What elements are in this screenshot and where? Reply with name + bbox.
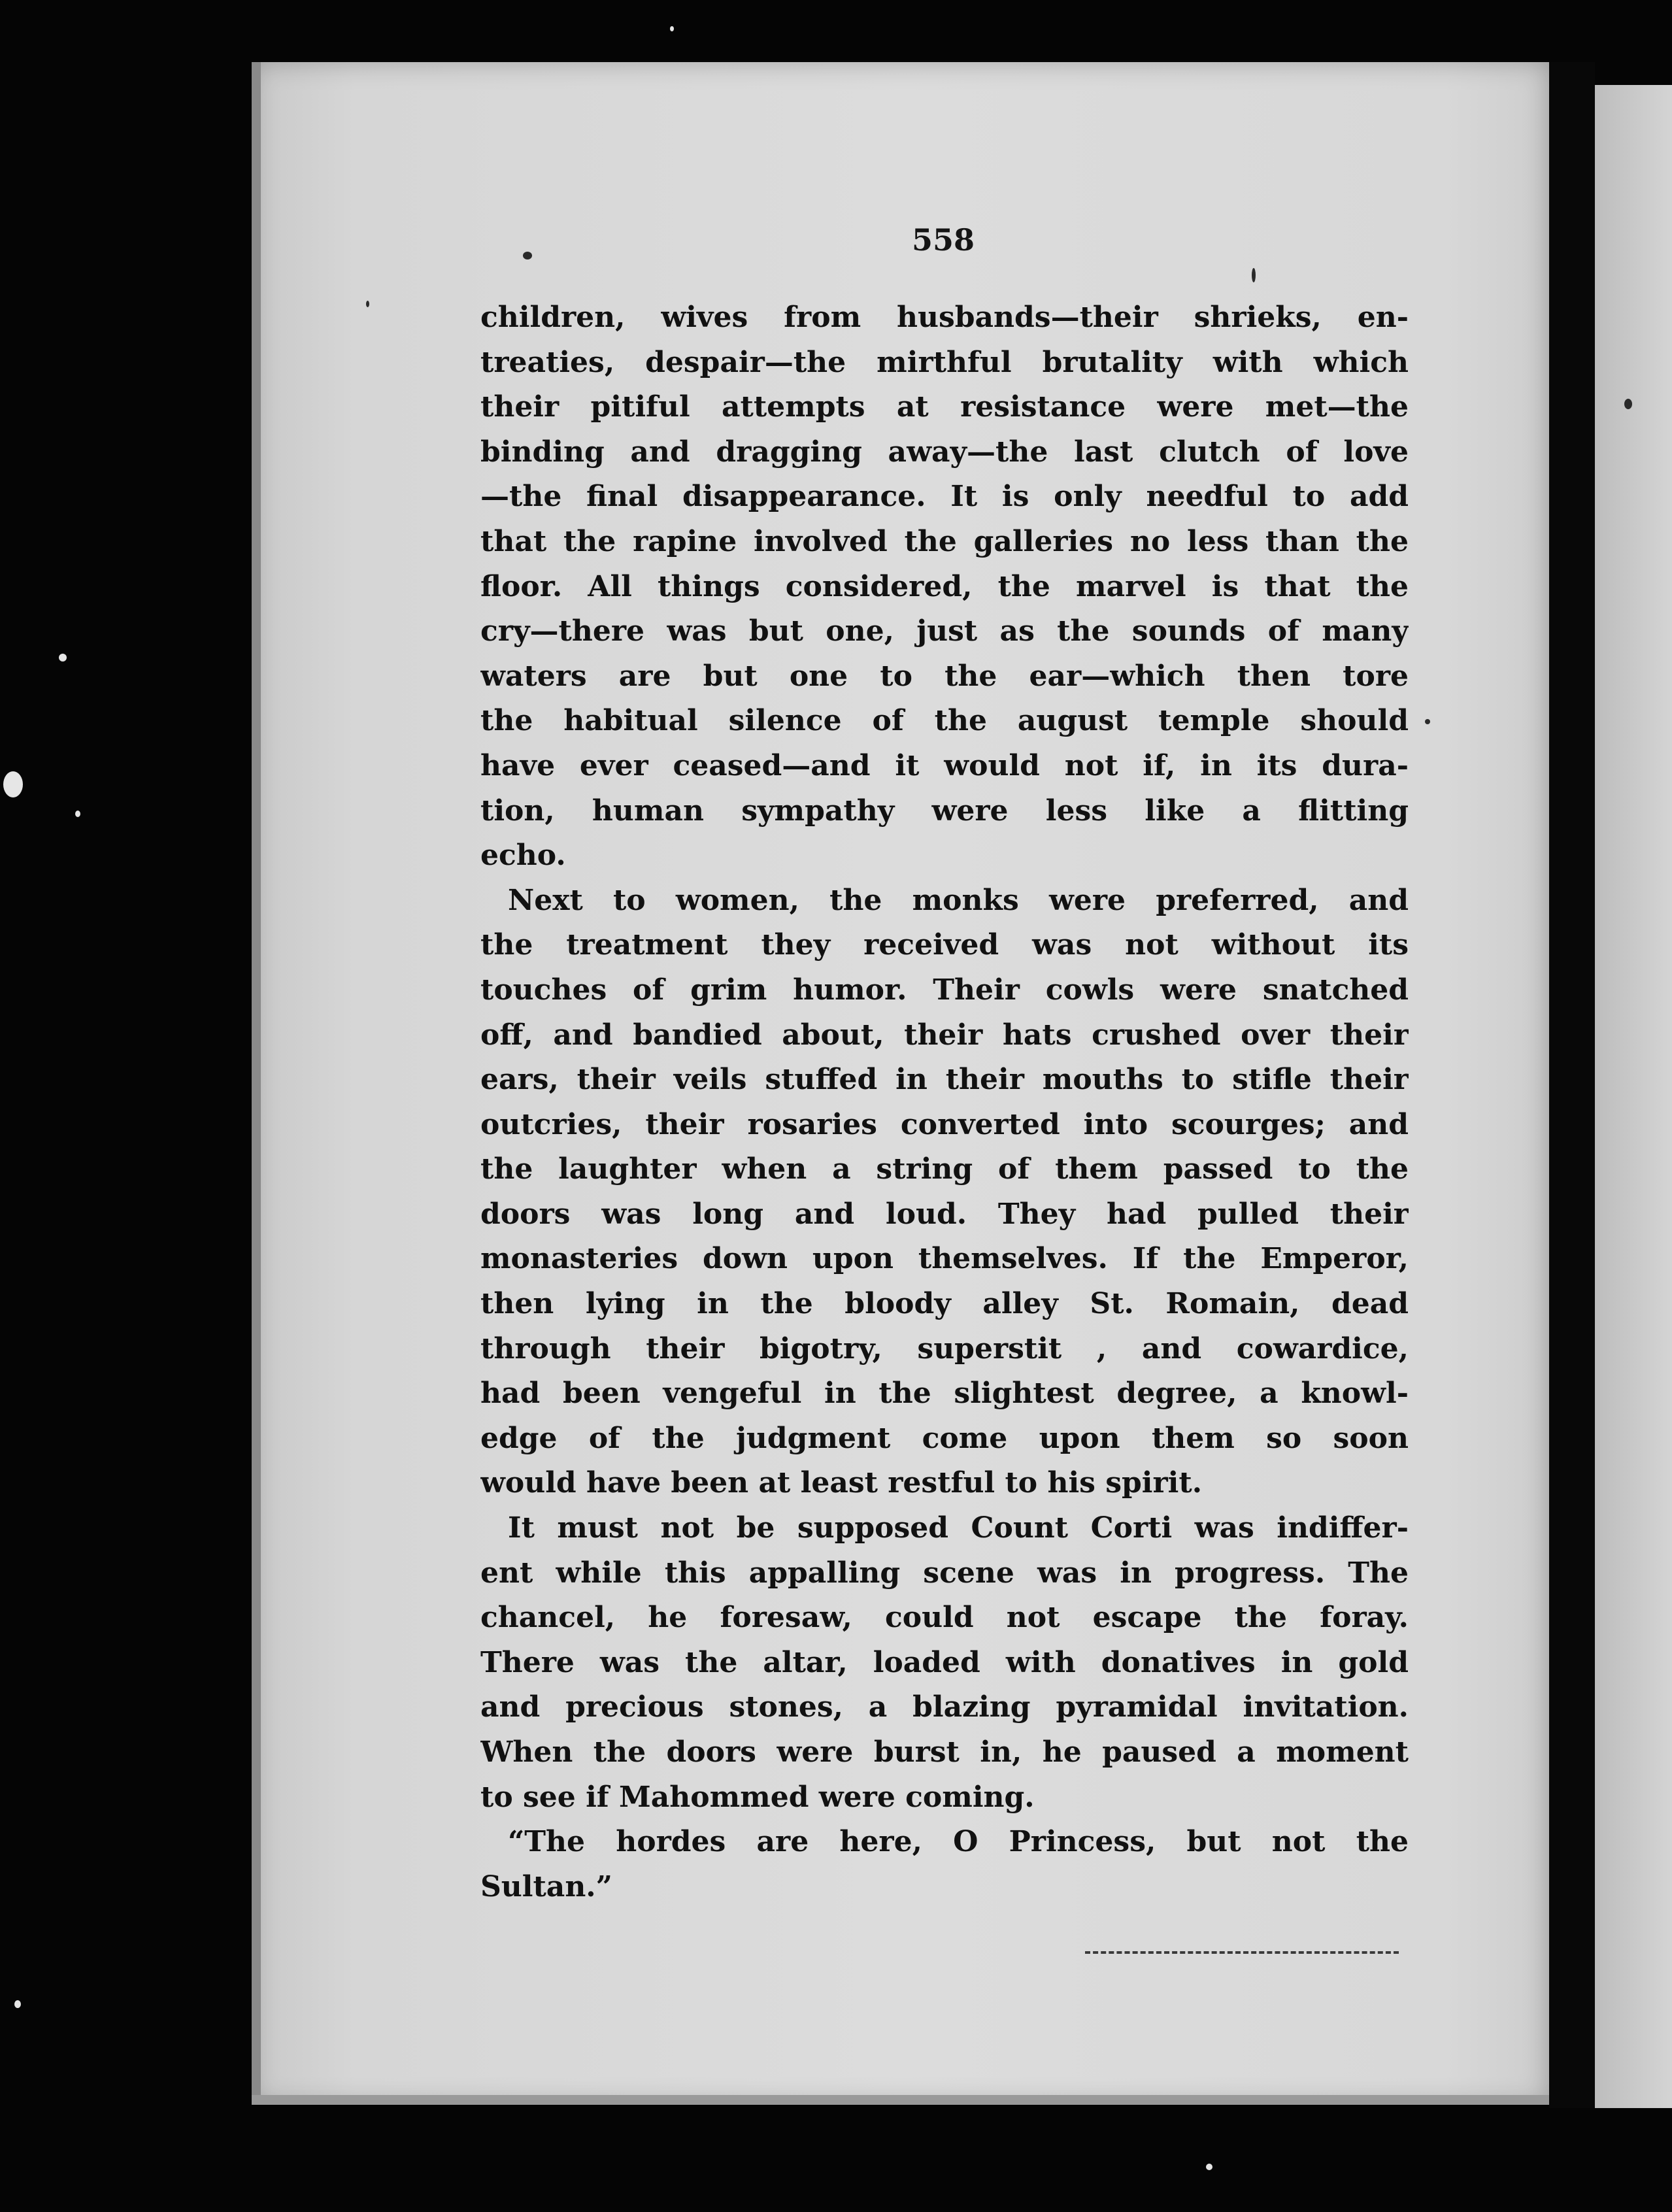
text-line: There was the altar, loaded with donatives in gold xyxy=(480,1645,1409,1679)
text-line: the habitual silence of the august temple should xyxy=(480,704,1409,738)
scan-speck xyxy=(366,301,369,307)
text-line: ent while this appalling scene was in progress. The xyxy=(480,1556,1409,1590)
page-left-edge xyxy=(252,62,261,2105)
text-line: the laughter when a string of them passed to the xyxy=(480,1152,1409,1186)
text-line: edge of the judgment come upon them so soon xyxy=(480,1421,1409,1455)
text-line: “The hordes are here, O Princess, but not the xyxy=(508,1825,1409,1859)
text-line: echo. xyxy=(480,839,566,873)
scan-speck xyxy=(1624,399,1632,409)
text-line: to see if Mahommed were coming. xyxy=(480,1780,1035,1814)
text-line: had been vengeful in the slightest degree, a knowl- xyxy=(480,1377,1409,1411)
text-line: cry—there was but one, just as the sounds of many xyxy=(480,614,1409,648)
scan-speck xyxy=(1252,268,1256,282)
text-line: When the doors were burst in, he paused a moment xyxy=(480,1735,1409,1769)
scan-speck xyxy=(1425,719,1430,724)
text-line: binding and dragging away—the last clutch of love xyxy=(480,435,1409,469)
page-gutter xyxy=(1549,62,1595,2108)
text-line: children, wives from husbands—their shrieks, en- xyxy=(480,301,1409,334)
text-line: Sultan.” xyxy=(480,1869,612,1903)
text-line: It must not be supposed Count Corti was indiffer- xyxy=(508,1511,1409,1545)
text-line: tion, human sympathy were less like a flitting xyxy=(480,794,1409,828)
scan-speck xyxy=(3,771,23,797)
text-line: chancel, he foresaw, could not escape the foray. xyxy=(480,1601,1409,1635)
text-line: ears, their veils stuffed in their mouths to stifle their xyxy=(480,1063,1409,1097)
scan-speck xyxy=(14,2000,21,2008)
text-line: would have been at least restful to his spirit. xyxy=(480,1466,1203,1500)
page-bottom-edge xyxy=(252,2095,1549,2105)
text-line: outcries, their rosaries converted into scourges; and xyxy=(480,1107,1409,1141)
text-line: waters are but one to the ear—which then tore xyxy=(480,659,1409,693)
text-line: touches of grim humor. Their cowls were snatched xyxy=(480,973,1409,1007)
scan-speck xyxy=(75,811,80,817)
text-line: treaties, despair—the mirthful brutality with which xyxy=(480,345,1409,379)
text-line: —the final disappearance. It is only needful to add xyxy=(480,480,1409,514)
text-line: monasteries down upon themselves. If the Emperor, xyxy=(480,1242,1409,1276)
scan-speck xyxy=(670,26,674,31)
text-line: their pitiful attempts at resistance were met—the xyxy=(480,390,1409,424)
text-line: then lying in the bloody alley St. Romain, dead xyxy=(480,1287,1409,1321)
text-line: and precious stones, a blazing pyramidal invitation. xyxy=(480,1690,1409,1724)
text-line: doors was long and loud. They had pulled their xyxy=(480,1197,1409,1231)
text-line: off, and bandied about, their hats crushed over their xyxy=(480,1018,1409,1052)
text-line: have ever ceased—and it would not if, in its dura- xyxy=(480,748,1409,782)
scan-speck xyxy=(59,654,67,662)
text-line: that the rapine involved the galleries no less than the xyxy=(480,524,1409,558)
scan-speck xyxy=(523,252,532,260)
text-line: through their bigotry, superstit , and cowardice, xyxy=(480,1332,1409,1366)
body-text xyxy=(480,295,1409,1909)
scan-speck xyxy=(1206,2164,1212,2170)
text-line: the treatment they received was not without its xyxy=(480,928,1409,962)
page-number: 558 xyxy=(912,222,975,258)
dashed-rule xyxy=(1085,1951,1399,1954)
text-line: floor. All things considered, the marvel is that the xyxy=(480,569,1409,603)
text-line: Next to women, the monks were preferred, and xyxy=(508,883,1409,917)
adjacent-page-edge xyxy=(1595,85,1672,2108)
